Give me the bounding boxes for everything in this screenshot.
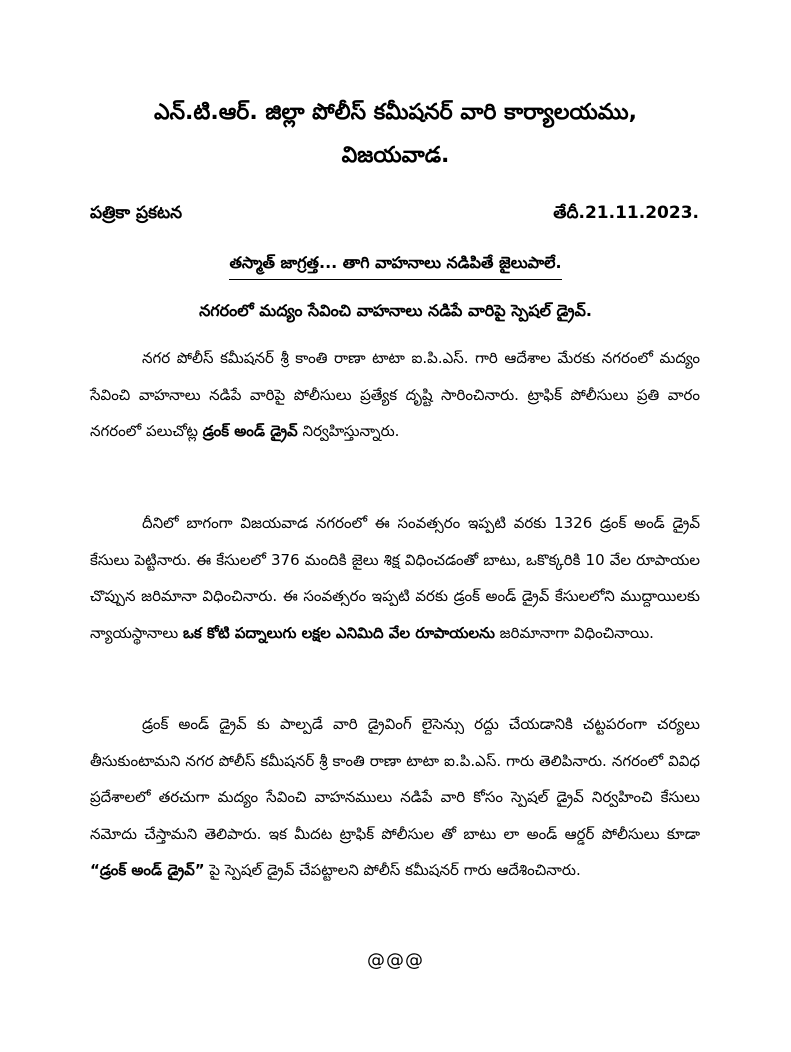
paragraph-3-text-b: పై స్పెషల్ డ్రైవ్ చేపట్టాలని పోలీస్ కమీషనర్ గారు ఆదేశించినారు. [204,861,581,880]
paragraph-1-text-b: నిర్వహిస్తున్నారు. [297,422,400,441]
paragraph-1-text-a: నగర పోలీస్ కమీషనర్ శ్రీ కాంతి రాణా టాటా ఐ.పి.ఎస్. గారి ఆదేశాల మేరకు నగరంలో మద్యం సేవించి వాహనాలు నడిపే వారిపై పోలీసులు ప్రత్యేక దృష్టి సారించినారు. ట్రాఫిక్ పోలీసులు ప్రతి వారం నగరంలో పలుచోట్ల [90,349,700,441]
paragraph-2-text-a: దీనిలో బాగంగా విజయవాడ నగరంలో ఈ సంవత్సరం ఇప్పటి వరకు 1326 డ్రంక్ అండ్ డ్రైవ్ కేసులు పెట్టినారు. ఈ కేసులలో 376 మందికి జైలు శిక్ష విధించడంతో బాటు, ఒకొక్కరికి 10 వేల రూపాయల చొప్పున జరిమానా విధించినారు. ఈ సంవత్సరం ఇప్పటి వరకు డ్రంక్ అండ్ డ్రైవ్ కేసులలోని ముద్దాయిలకు న్యాయస్థానాలు [90,514,700,642]
paragraph-3-text-a: డ్రంక్ అండ్ డ్రైవ్ కు పాల్పడే వారి డ్రైవింగ్ లైసెన్సు రద్దు చేయడానికి చట్టపరంగా చర్యలు తీసుకుంటామని నగర పోలీస్ కమీషనర్ శ్రీ కాంతి రాణా టాటా ఐ.పి.ఎస్. గారు తెలిపినారు. నగరంలో వివిధ ప్రదేశాలలో తరచుగా మద్యం సేవించి వాహనములు నడిపే వారి కోసం స్పెషల్ డ్రైవ్ నిర్వహించి కేసులు నమోదు చేస్తామని తెలిపారు. ఇక మీదట ట్రాఫిక్ పోలీసుల తో బాటు లా అండ్ ఆర్డర్ పోలీసులు కూడా [90,715,700,843]
subheadline: నగరంలో మద్యం సేవించి వాహనాలు నడిపే వారిపై స్పెషల్ డ్రైవ్. [199,301,592,320]
office-city: విజయవాడ. [341,143,450,168]
paragraph-2-bold: ఒక కోటి పద్నాలుగు లక్షల ఎనిమిది వేల రూపాయలను [182,623,495,642]
press-release-label: పత్రికా ప్రకటన [90,203,183,223]
paragraph-2-text-b: జరిమానాగా విధించినాయి. [494,623,654,642]
paragraph-3-bold: “డ్రంక్ అండ్ డ్రైవ్” [90,861,205,880]
release-date: తేదీ.21.11.2023. [553,203,699,223]
paragraph-3 [90,706,700,889]
paragraph-1 [90,340,700,450]
office-title: ఎన్.టి.ఆర్. జిల్లా పోలీస్ కమీషనర్ వారి కార్యాలయము, [153,100,638,125]
paragraph-1-bold: డ్రంక్ అండ్ డ్రైవ్ [202,422,298,441]
headline-text: తస్మాత్ జాగ్రత్త... తాగి వాహనాలు నడిపితే జైలుపాలే. [229,250,561,280]
headline [60,250,731,280]
end-marker: @@@ [367,950,424,971]
paragraph-2 [90,505,700,651]
